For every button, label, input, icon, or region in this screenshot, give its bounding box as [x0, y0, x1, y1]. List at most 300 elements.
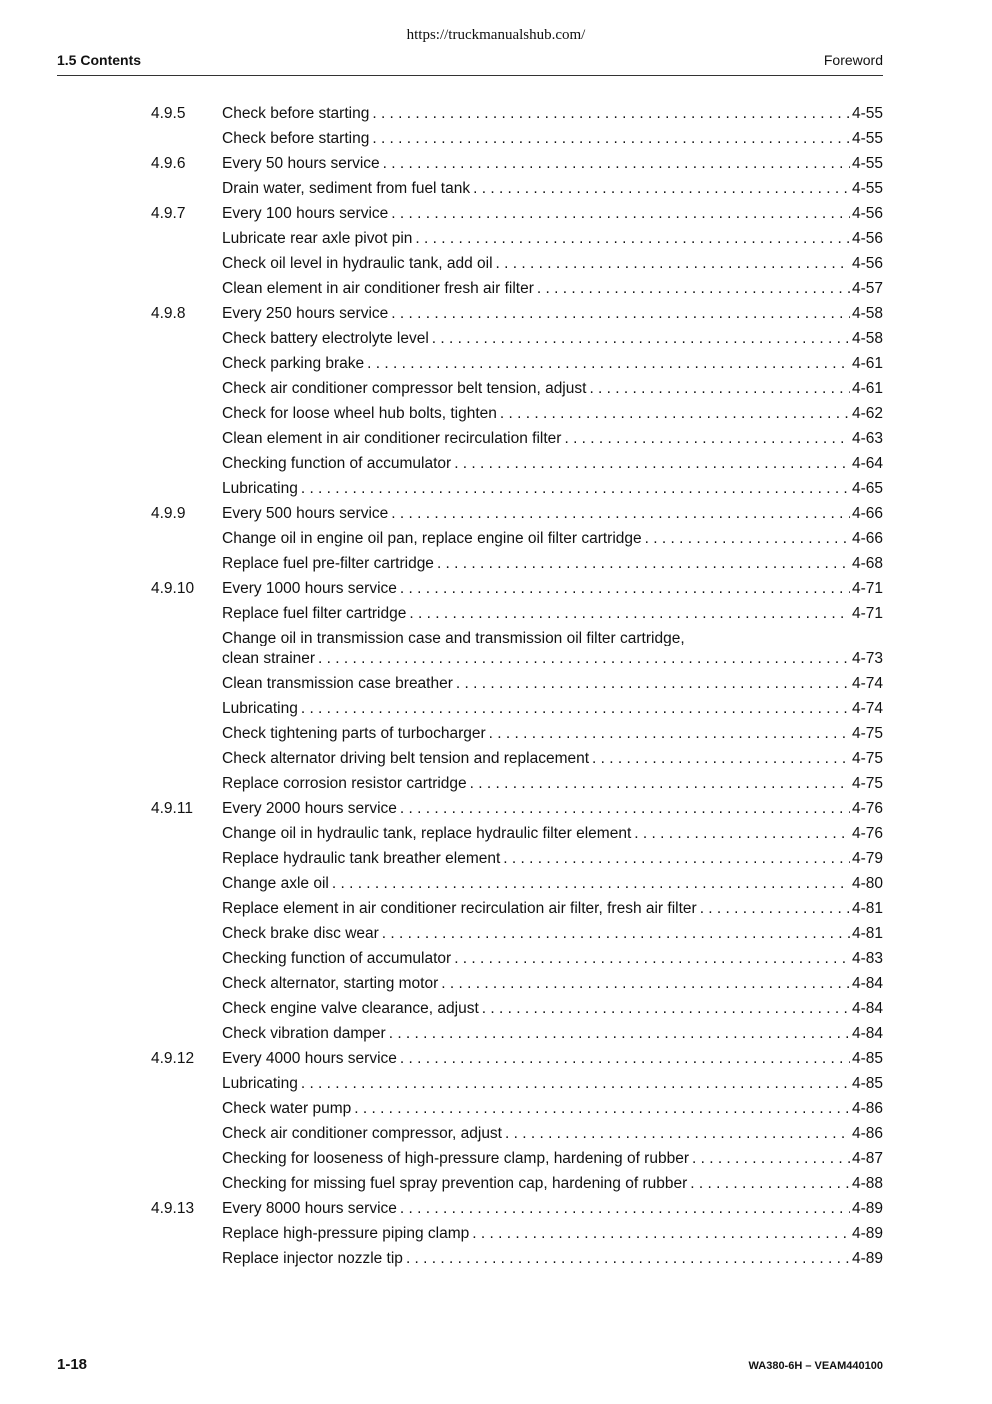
- toc-dot-leader: [388, 301, 850, 326]
- toc-entry-body: [222, 746, 883, 771]
- toc-section-number: [151, 1121, 222, 1146]
- toc-entry[interactable]: [151, 1071, 883, 1096]
- toc-entry[interactable]: [151, 426, 883, 451]
- toc-entry-body: [222, 1021, 883, 1046]
- toc-dot-leader: [479, 996, 850, 1021]
- toc-section-number: 4.9.11: [151, 800, 193, 817]
- toc-title: Check alternator, starting motor: [222, 975, 439, 992]
- toc-page-number: 4-88: [851, 1175, 883, 1192]
- toc-entry[interactable]: [151, 626, 883, 671]
- toc-dot-leader: [329, 871, 850, 896]
- toc-entry-body: [222, 1046, 883, 1071]
- toc-page-number: 4-89: [851, 1250, 883, 1267]
- toc-entry[interactable]: [151, 226, 883, 251]
- toc-line: [222, 1196, 883, 1221]
- toc-title: Check parking brake: [222, 355, 365, 372]
- toc-entry-body: [222, 946, 883, 971]
- toc-section-number: [151, 601, 222, 626]
- toc-dot-leader: [403, 1246, 850, 1271]
- toc-line: [222, 821, 883, 846]
- toc-line: [222, 771, 883, 796]
- toc-dot-leader: [687, 1171, 850, 1196]
- toc-entry[interactable]: [151, 1046, 883, 1071]
- toc-line: [222, 201, 883, 226]
- toc-entry-body: [222, 771, 883, 796]
- toc-title: clean strainer: [222, 650, 316, 667]
- toc-line: [222, 1121, 883, 1146]
- toc-section-number: [151, 1221, 222, 1246]
- toc-section-number: [151, 551, 222, 576]
- toc-section-number: [151, 126, 222, 151]
- toc-title: Clean element in air conditioner recirculation filter: [222, 430, 562, 447]
- toc-entry-body: [222, 1246, 883, 1271]
- toc-title: Clean transmission case breather: [222, 675, 453, 692]
- toc-entry-body: [222, 526, 883, 551]
- toc-entry[interactable]: [151, 821, 883, 846]
- toc-dot-leader: [397, 796, 850, 821]
- toc-entry-body: [222, 846, 883, 871]
- toc-line: [222, 1246, 883, 1271]
- toc-entry-body: [222, 501, 883, 526]
- toc-page-number: 4-57: [851, 280, 883, 297]
- toc-entry-body: [222, 401, 883, 426]
- toc-dot-leader: [397, 1046, 850, 1071]
- toc-entry-body: [222, 376, 883, 401]
- toc-title: Lubricating: [222, 700, 298, 717]
- toc-title: Drain water, sediment from fuel tank: [222, 180, 471, 197]
- toc-dot-leader: [298, 1071, 850, 1096]
- toc-page-number: 4-71: [851, 580, 883, 597]
- toc-entry[interactable]: [151, 501, 883, 526]
- toc-title: Replace injector nozzle tip: [222, 1250, 403, 1267]
- toc-entry-body: [222, 696, 883, 721]
- toc-entry-body: [222, 276, 883, 301]
- toc-page-number: 4-75: [851, 750, 883, 767]
- toc-entry[interactable]: [151, 1121, 883, 1146]
- toc-entry[interactable]: [151, 126, 883, 151]
- toc-page-number: 4-58: [851, 305, 883, 322]
- toc-page-number: 4-61: [851, 355, 883, 372]
- toc-entry-body: [222, 326, 883, 351]
- toc-title: Clean element in air conditioner fresh air filter: [222, 280, 534, 297]
- toc-title: Check battery electrolyte level: [222, 330, 429, 347]
- toc-section-number: [151, 401, 222, 426]
- toc-section-number: [151, 671, 222, 696]
- toc-page-number: 4-56: [851, 230, 883, 247]
- toc-dot-leader: [397, 1196, 850, 1221]
- toc-page-number: 4-62: [851, 405, 883, 422]
- toc-section-number: [151, 746, 222, 771]
- toc-entry-body: [222, 796, 883, 821]
- toc-page-number: 4-79: [851, 850, 883, 867]
- toc-page-number: 4-85: [851, 1075, 883, 1092]
- toc-dot-leader: [379, 921, 850, 946]
- toc-line: [222, 476, 883, 501]
- toc-entry[interactable]: [151, 671, 883, 696]
- toc-line: [222, 501, 883, 526]
- toc-entry-body: [222, 971, 883, 996]
- toc-page-number: 4-74: [851, 675, 883, 692]
- toc-section-number: [151, 871, 222, 896]
- toc-line: [222, 1096, 883, 1121]
- toc-line: [222, 946, 883, 971]
- toc-entry[interactable]: [151, 301, 883, 326]
- toc-title: Lubricating: [222, 1075, 298, 1092]
- toc-dot-leader: [315, 646, 850, 671]
- toc-entry[interactable]: [151, 896, 883, 921]
- toc-section-number: [151, 996, 222, 1021]
- toc-page-number: 4-84: [851, 1000, 883, 1017]
- toc-section-number: [151, 351, 222, 376]
- toc-line: [222, 971, 883, 996]
- toc-section-number: [151, 476, 222, 501]
- toc-page-number: 4-73: [851, 650, 883, 667]
- toc-entry[interactable]: [151, 696, 883, 721]
- toc-line: [222, 126, 883, 151]
- toc-page-number: 4-65: [851, 480, 883, 497]
- toc-section-number: [151, 376, 222, 401]
- toc-dot-leader: [631, 821, 850, 846]
- toc-title: Check alternator driving belt tension and replacement: [222, 750, 590, 767]
- toc-dot-leader: [589, 746, 850, 771]
- toc-line: [222, 921, 883, 946]
- toc-line: [222, 1046, 883, 1071]
- toc-entry-body: [222, 576, 883, 601]
- toc-entry[interactable]: [151, 996, 883, 1021]
- chapter-title: Foreword: [823, 52, 883, 68]
- toc-dot-leader: [534, 276, 850, 301]
- toc-line: [222, 451, 883, 476]
- toc-title: Replace fuel pre-filter cartridge: [222, 555, 434, 572]
- toc-dot-leader: [380, 151, 850, 176]
- section-title: 1.5 Contents: [57, 52, 142, 68]
- toc-dot-leader: [369, 126, 850, 151]
- toc-section-number: [151, 971, 222, 996]
- toc-entry[interactable]: [151, 151, 883, 176]
- toc-entry[interactable]: [151, 871, 883, 896]
- page-number: 1-18: [57, 1356, 88, 1373]
- toc-title: Every 2000 hours service: [222, 800, 397, 817]
- toc-entry[interactable]: [151, 1096, 883, 1121]
- toc-entry-body: [222, 626, 883, 671]
- toc-page-number: 4-64: [851, 455, 883, 472]
- toc-line: [222, 871, 883, 896]
- toc-entry-body: [222, 996, 883, 1021]
- toc-page-number: 4-75: [851, 725, 883, 742]
- toc-page-number: 4-71: [851, 605, 883, 622]
- toc-section-number: 4.9.7: [151, 205, 186, 222]
- toc-page-number: 4-55: [851, 180, 883, 197]
- toc-dot-leader: [451, 451, 850, 476]
- toc-entry[interactable]: [151, 101, 883, 126]
- toc-entry[interactable]: [151, 176, 883, 201]
- toc-section-number: [151, 921, 222, 946]
- toc-title: Check water pump: [222, 1100, 352, 1117]
- toc-entry-body: [222, 126, 883, 151]
- toc-entry-body: [222, 1171, 883, 1196]
- toc-line: [222, 276, 883, 301]
- toc-page-number: 4-76: [851, 800, 883, 817]
- toc-page-number: 4-83: [851, 950, 883, 967]
- toc-dot-leader: [351, 1096, 850, 1121]
- toc-page-number: 4-84: [851, 1025, 883, 1042]
- toc-line: [222, 1021, 883, 1046]
- toc-entry[interactable]: [151, 1146, 883, 1171]
- toc-entry[interactable]: [151, 771, 883, 796]
- toc-section-number: [151, 326, 222, 351]
- toc-entry[interactable]: [151, 526, 883, 551]
- toc-line: [222, 226, 883, 251]
- toc-dot-leader: [397, 576, 850, 601]
- toc-title: Check engine valve clearance, adjust: [222, 1000, 479, 1017]
- toc-line: [222, 746, 883, 771]
- toc-dot-leader: [429, 326, 850, 351]
- toc-entry-body: [222, 226, 883, 251]
- toc-entry-body: [222, 451, 883, 476]
- toc-dot-leader: [453, 671, 850, 696]
- toc-section-number: [151, 1096, 222, 1121]
- toc-page-number: 4-84: [851, 975, 883, 992]
- toc-dot-leader: [493, 251, 850, 276]
- toc-dot-leader: [434, 551, 850, 576]
- toc-section-number: [151, 526, 222, 551]
- toc-title: Check for loose wheel hub bolts, tighten: [222, 405, 497, 422]
- toc-title: Replace high-pressure piping clamp: [222, 1225, 470, 1242]
- toc-entry[interactable]: [151, 576, 883, 601]
- toc-entry-body: [222, 1146, 883, 1171]
- toc-entry-body: [222, 721, 883, 746]
- toc-line: [222, 351, 883, 376]
- toc-entry-body: [222, 896, 883, 921]
- toc-entry-body: [222, 1121, 883, 1146]
- toc-page-number: 4-66: [851, 530, 883, 547]
- toc-dot-leader: [497, 401, 850, 426]
- toc-entry[interactable]: [151, 476, 883, 501]
- toc-section-number: [151, 696, 222, 721]
- toc-entry[interactable]: [151, 1221, 883, 1246]
- toc-page-number: 4-81: [851, 925, 883, 942]
- toc-entry-body: [222, 1196, 883, 1221]
- toc-title: Check before starting: [222, 105, 370, 122]
- toc-dot-leader: [500, 846, 850, 871]
- toc-page-number: 4-55: [851, 155, 883, 172]
- toc-entry[interactable]: [151, 351, 883, 376]
- toc-title: Check air conditioner compressor belt tension, adjust: [222, 380, 587, 397]
- toc-entry[interactable]: [151, 251, 883, 276]
- toc-entry[interactable]: [151, 1196, 883, 1221]
- toc-title: Checking function of accumulator: [222, 950, 452, 967]
- toc-page-number: 4-89: [851, 1200, 883, 1217]
- toc-entry-body: [222, 101, 883, 126]
- toc-line: [222, 646, 883, 671]
- toc-dot-leader: [642, 526, 850, 551]
- toc-title: Checking function of accumulator: [222, 455, 452, 472]
- toc-page-number: 4-81: [851, 900, 883, 917]
- toc-entry-body: [222, 301, 883, 326]
- toc-title: Replace corrosion resistor cartridge: [222, 775, 467, 792]
- toc-title: Check vibration damper: [222, 1025, 386, 1042]
- toc-section-number: [151, 771, 222, 796]
- toc-page-number: 4-85: [851, 1050, 883, 1067]
- toc-title: Every 4000 hours service: [222, 1050, 397, 1067]
- toc-dot-leader: [438, 971, 850, 996]
- toc-dot-leader: [469, 1221, 850, 1246]
- toc-entry-body: [222, 921, 883, 946]
- toc-line: [222, 151, 883, 176]
- toc-line: [222, 176, 883, 201]
- toc-entry-body: [222, 671, 883, 696]
- toc-entry[interactable]: [151, 1171, 883, 1196]
- toc-entry[interactable]: [151, 451, 883, 476]
- toc-title: Check tightening parts of turbocharger: [222, 725, 486, 742]
- toc-line: [222, 426, 883, 451]
- toc-title: Every 100 hours service: [222, 205, 389, 222]
- toc-page-number: 4-55: [851, 105, 883, 122]
- toc-title: Change oil in hydraulic tank, replace hydraulic filter element: [222, 825, 632, 842]
- toc-entry[interactable]: [151, 721, 883, 746]
- toc-entry-body: [222, 476, 883, 501]
- toc-title: Lubricate rear axle pivot pin: [222, 230, 413, 247]
- toc-line: [222, 846, 883, 871]
- toc-title: Check oil level in hydraulic tank, add oil: [222, 255, 493, 272]
- toc-line: [222, 896, 883, 921]
- toc-entry-body: [222, 871, 883, 896]
- toc-dot-leader: [369, 101, 850, 126]
- toc-page-number: 4-74: [851, 700, 883, 717]
- toc-page-number: 4-63: [851, 430, 883, 447]
- source-url: https://truckmanualshub.com/: [406, 27, 586, 43]
- toc-line: [222, 301, 883, 326]
- toc-line: [222, 696, 883, 721]
- toc-section-number: [151, 846, 222, 871]
- toc-line: [222, 996, 883, 1021]
- toc-section-number: [151, 821, 222, 846]
- toc-section-number: [151, 276, 222, 301]
- toc-page-number: 4-58: [851, 330, 883, 347]
- toc-section-number: [151, 451, 222, 476]
- toc-section-number: 4.9.10: [151, 580, 195, 597]
- toc-title: Every 1000 hours service: [222, 580, 397, 597]
- toc-dot-leader: [388, 201, 850, 226]
- toc-entry[interactable]: [151, 1246, 883, 1271]
- toc-entry-body: [222, 601, 883, 626]
- toc-dot-leader: [470, 176, 850, 201]
- toc-page-number: 4-75: [851, 775, 883, 792]
- toc-entry[interactable]: [151, 201, 883, 226]
- toc-entry[interactable]: [151, 796, 883, 821]
- toc-title-first-line: Change oil in transmission case and transmission oil filter cartridge,: [222, 630, 685, 646]
- toc-line: [222, 1221, 883, 1246]
- toc-entry-body: [222, 426, 883, 451]
- toc-title: Change axle oil: [222, 875, 329, 892]
- toc-entry[interactable]: [151, 846, 883, 871]
- toc-dot-leader: [697, 896, 850, 921]
- toc-entry-body: [222, 176, 883, 201]
- toc-page-number: 4-55: [851, 130, 883, 147]
- toc-section-number: [151, 1171, 222, 1196]
- toc-entry-body: [222, 151, 883, 176]
- toc-section-number: [151, 251, 222, 276]
- toc-page-number: 4-86: [851, 1100, 883, 1117]
- toc-entry[interactable]: [151, 276, 883, 301]
- toc-page-number: 4-80: [851, 875, 883, 892]
- toc-entry[interactable]: [151, 971, 883, 996]
- toc-title: Every 250 hours service: [222, 305, 389, 322]
- toc-title: Checking for looseness of high-pressure clamp, hardening of rubber: [222, 1150, 689, 1167]
- toc-entry[interactable]: [151, 326, 883, 351]
- toc-title: Checking for missing fuel spray prevention cap, hardening of rubber: [222, 1175, 688, 1192]
- toc-entry[interactable]: [151, 551, 883, 576]
- toc-title: Replace hydraulic tank breather element: [222, 850, 501, 867]
- toc-line: [222, 796, 883, 821]
- toc-title: Replace fuel filter cartridge: [222, 605, 407, 622]
- toc-title: Change oil in engine oil pan, replace engine oil filter cartridge: [222, 530, 642, 547]
- toc-line: [222, 101, 883, 126]
- toc-dot-leader: [298, 476, 850, 501]
- toc-title: Every 8000 hours service: [222, 1200, 397, 1217]
- toc-entry-body: [222, 351, 883, 376]
- table-of-contents: [151, 101, 883, 1271]
- toc-section-number: 4.9.8: [151, 305, 186, 322]
- toc-line: [222, 576, 883, 601]
- toc-entry-body: [222, 821, 883, 846]
- toc-entry-body: [222, 551, 883, 576]
- toc-title: Check brake disc wear: [222, 925, 379, 942]
- toc-title: Check air conditioner compressor, adjust: [222, 1125, 502, 1142]
- toc-line: [222, 376, 883, 401]
- toc-line: [222, 526, 883, 551]
- toc-entry-body: [222, 1221, 883, 1246]
- toc-line: [222, 326, 883, 351]
- toc-section-number: 4.9.9: [151, 505, 186, 522]
- toc-line: [222, 251, 883, 276]
- toc-entry[interactable]: [151, 376, 883, 401]
- toc-entry[interactable]: [151, 921, 883, 946]
- toc-line: [222, 1171, 883, 1196]
- toc-page-number: 4-86: [851, 1125, 883, 1142]
- toc-line: [222, 551, 883, 576]
- toc-section-number: [151, 176, 222, 201]
- toc-section-number: [151, 721, 222, 746]
- toc-entry[interactable]: [151, 746, 883, 771]
- toc-page-number: 4-61: [851, 380, 883, 397]
- toc-section-number: [151, 1146, 222, 1171]
- toc-line: [222, 1071, 883, 1096]
- toc-page-number: 4-56: [851, 205, 883, 222]
- toc-entry[interactable]: [151, 401, 883, 426]
- header-divider: [57, 75, 883, 76]
- toc-section-number: [151, 1021, 222, 1046]
- toc-line: [222, 671, 883, 696]
- toc-entry[interactable]: [151, 601, 883, 626]
- toc-entry-body: [222, 251, 883, 276]
- toc-entry[interactable]: [151, 946, 883, 971]
- toc-page-number: 4-76: [851, 825, 883, 842]
- toc-section-number: [151, 626, 222, 671]
- toc-line: [222, 721, 883, 746]
- toc-page-number: 4-66: [851, 505, 883, 522]
- toc-dot-leader: [388, 501, 850, 526]
- toc-title: Lubricating: [222, 480, 298, 497]
- toc-dot-leader: [486, 721, 850, 746]
- toc-section-number: 4.9.13: [151, 1200, 195, 1217]
- toc-page-number: 4-68: [851, 555, 883, 572]
- document-id: WA380-6H – VEAM440100: [748, 1360, 883, 1372]
- toc-line: [222, 1146, 883, 1171]
- toc-entry[interactable]: [151, 1021, 883, 1046]
- toc-dot-leader: [586, 376, 850, 401]
- toc-section-number: 4.9.5: [151, 105, 186, 122]
